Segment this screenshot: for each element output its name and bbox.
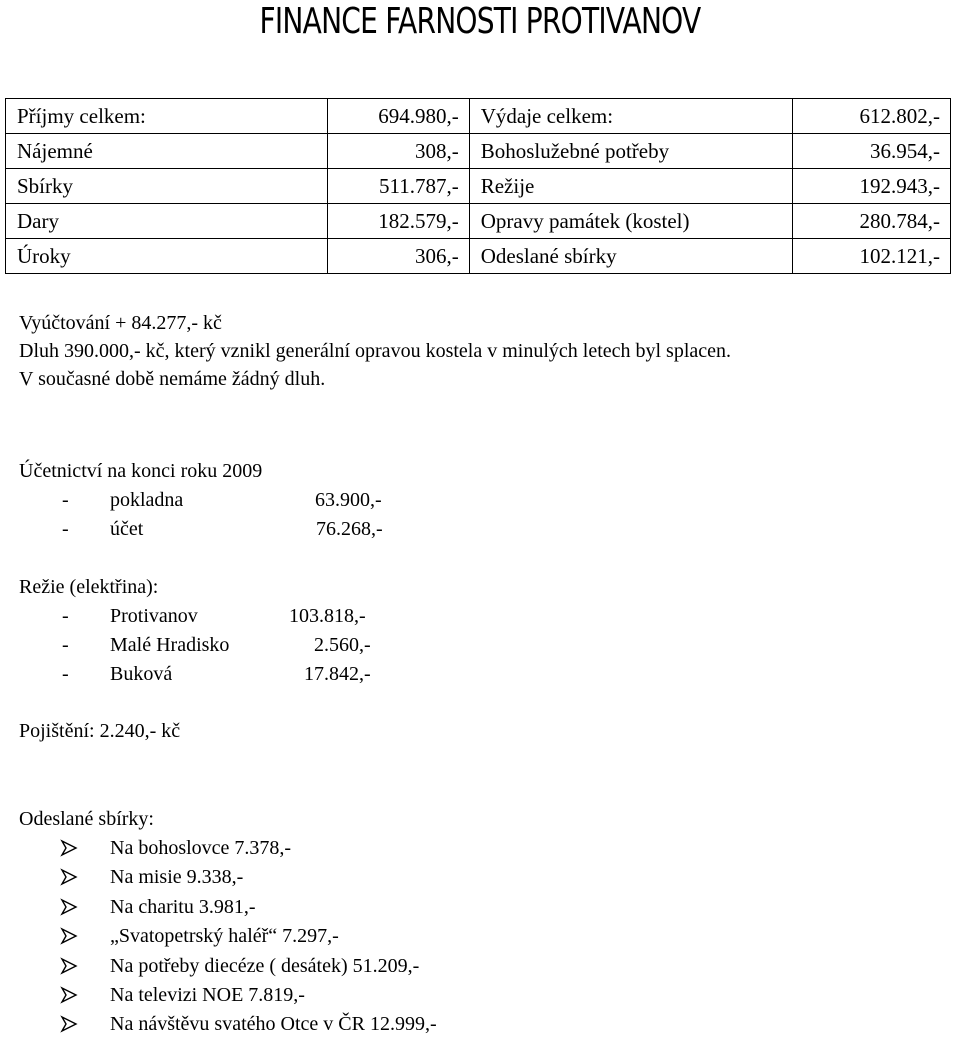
insurance-line: Pojištění: 2.240,- kč — [19, 720, 181, 742]
collection-text: „Svatopetrský haléř“ 7.297,- — [110, 925, 339, 948]
income-value: 308,- — [327, 134, 469, 169]
collection-item — [0, 953, 700, 979]
accounting-item — [0, 516, 500, 542]
accounting-label: pokladna — [110, 489, 184, 511]
dash-marker: - — [62, 605, 69, 627]
arrow-bullet-icon — [60, 1015, 78, 1033]
table-row — [6, 239, 951, 274]
expense-label: Opravy památek (kostel) — [469, 204, 792, 239]
expense-label: Výdaje celkem: — [469, 99, 792, 134]
collection-text: Na televizi NOE 7.819,- — [110, 984, 305, 1006]
expense-value: 280.784,- — [793, 204, 951, 239]
accounting-label: účet — [110, 518, 144, 540]
overhead-label: Malé Hradisko — [110, 634, 230, 656]
overhead-value: 2.560,- — [314, 634, 371, 656]
expense-label: Odeslané sbírky — [469, 239, 792, 274]
table-row — [6, 169, 951, 204]
income-label: Úroky — [6, 239, 328, 274]
dash-marker: - — [62, 663, 69, 685]
income-value: 511.787,- — [327, 169, 469, 204]
dash-marker: - — [62, 518, 69, 540]
expense-value: 612.802,- — [793, 99, 951, 134]
settlement-line: Vyúčtování + 84.277,- kč — [19, 312, 222, 334]
overhead-item — [0, 632, 500, 658]
arrow-bullet-icon — [60, 898, 78, 916]
collection-item — [0, 894, 700, 920]
income-label: Nájemné — [6, 134, 328, 169]
income-value: 182.579,- — [327, 204, 469, 239]
collections-heading: Odeslané sbírky: — [19, 808, 154, 830]
expense-value: 102.121,- — [793, 239, 951, 274]
collection-text: Na charitu 3.981,- — [110, 895, 256, 918]
accounting-item — [0, 487, 500, 513]
page-title: FINANCE FARNOSTI PROTIVANOV — [259, 1, 701, 42]
collection-text: Na bohoslovce 7.378,- — [110, 837, 292, 859]
table-row — [6, 99, 951, 134]
overhead-heading: Režie (elektřina): — [19, 576, 159, 598]
overhead-label: Buková — [110, 663, 173, 685]
collection-item — [0, 923, 700, 949]
collection-text: Na návštěvu svatého Otce v ČR 12.999,- — [110, 1013, 437, 1036]
expense-value: 36.954,- — [793, 134, 951, 169]
accounting-value: 76.268,- — [316, 518, 383, 540]
income-value: 694.980,- — [327, 99, 469, 134]
arrow-bullet-icon — [60, 927, 78, 945]
overhead-value: 17.842,- — [304, 663, 371, 685]
arrow-bullet-icon — [60, 957, 78, 975]
collection-item — [0, 982, 700, 1008]
income-label: Příjmy celkem: — [6, 99, 328, 134]
expense-label: Bohoslužebné potřeby — [469, 134, 792, 169]
debt-line-1: Dluh 390.000,- kč, který vznikl generální opravou kostela v minulých letech byl splacen. — [19, 340, 732, 362]
collection-item — [0, 1011, 700, 1037]
expense-value: 192.943,- — [793, 169, 951, 204]
dash-marker: - — [62, 489, 69, 511]
debt-line-2: V současné době nemáme žádný dluh. — [19, 368, 326, 390]
income-label: Sbírky — [6, 169, 328, 204]
overhead-label: Protivanov — [110, 605, 198, 627]
arrow-bullet-icon — [60, 986, 78, 1004]
arrow-bullet-icon — [60, 839, 78, 857]
overhead-value: 103.818,- — [289, 605, 366, 627]
collection-item — [0, 864, 700, 890]
table-row — [6, 134, 951, 169]
income-label: Dary — [6, 204, 328, 239]
dash-marker: - — [62, 634, 69, 656]
collection-text: Na potřeby diecéze ( desátek) 51.209,- — [110, 954, 420, 977]
finance-table — [5, 98, 951, 274]
table-row — [6, 204, 951, 239]
collection-text: Na misie 9.338,- — [110, 866, 244, 889]
arrow-bullet-icon — [60, 868, 78, 886]
overhead-item — [0, 603, 500, 629]
overhead-item — [0, 661, 500, 687]
collection-item — [0, 835, 700, 861]
expense-label: Režije — [469, 169, 792, 204]
accounting-heading: Účetnictví na konci roku 2009 — [19, 460, 263, 482]
income-value: 306,- — [327, 239, 469, 274]
accounting-value: 63.900,- — [315, 489, 382, 511]
